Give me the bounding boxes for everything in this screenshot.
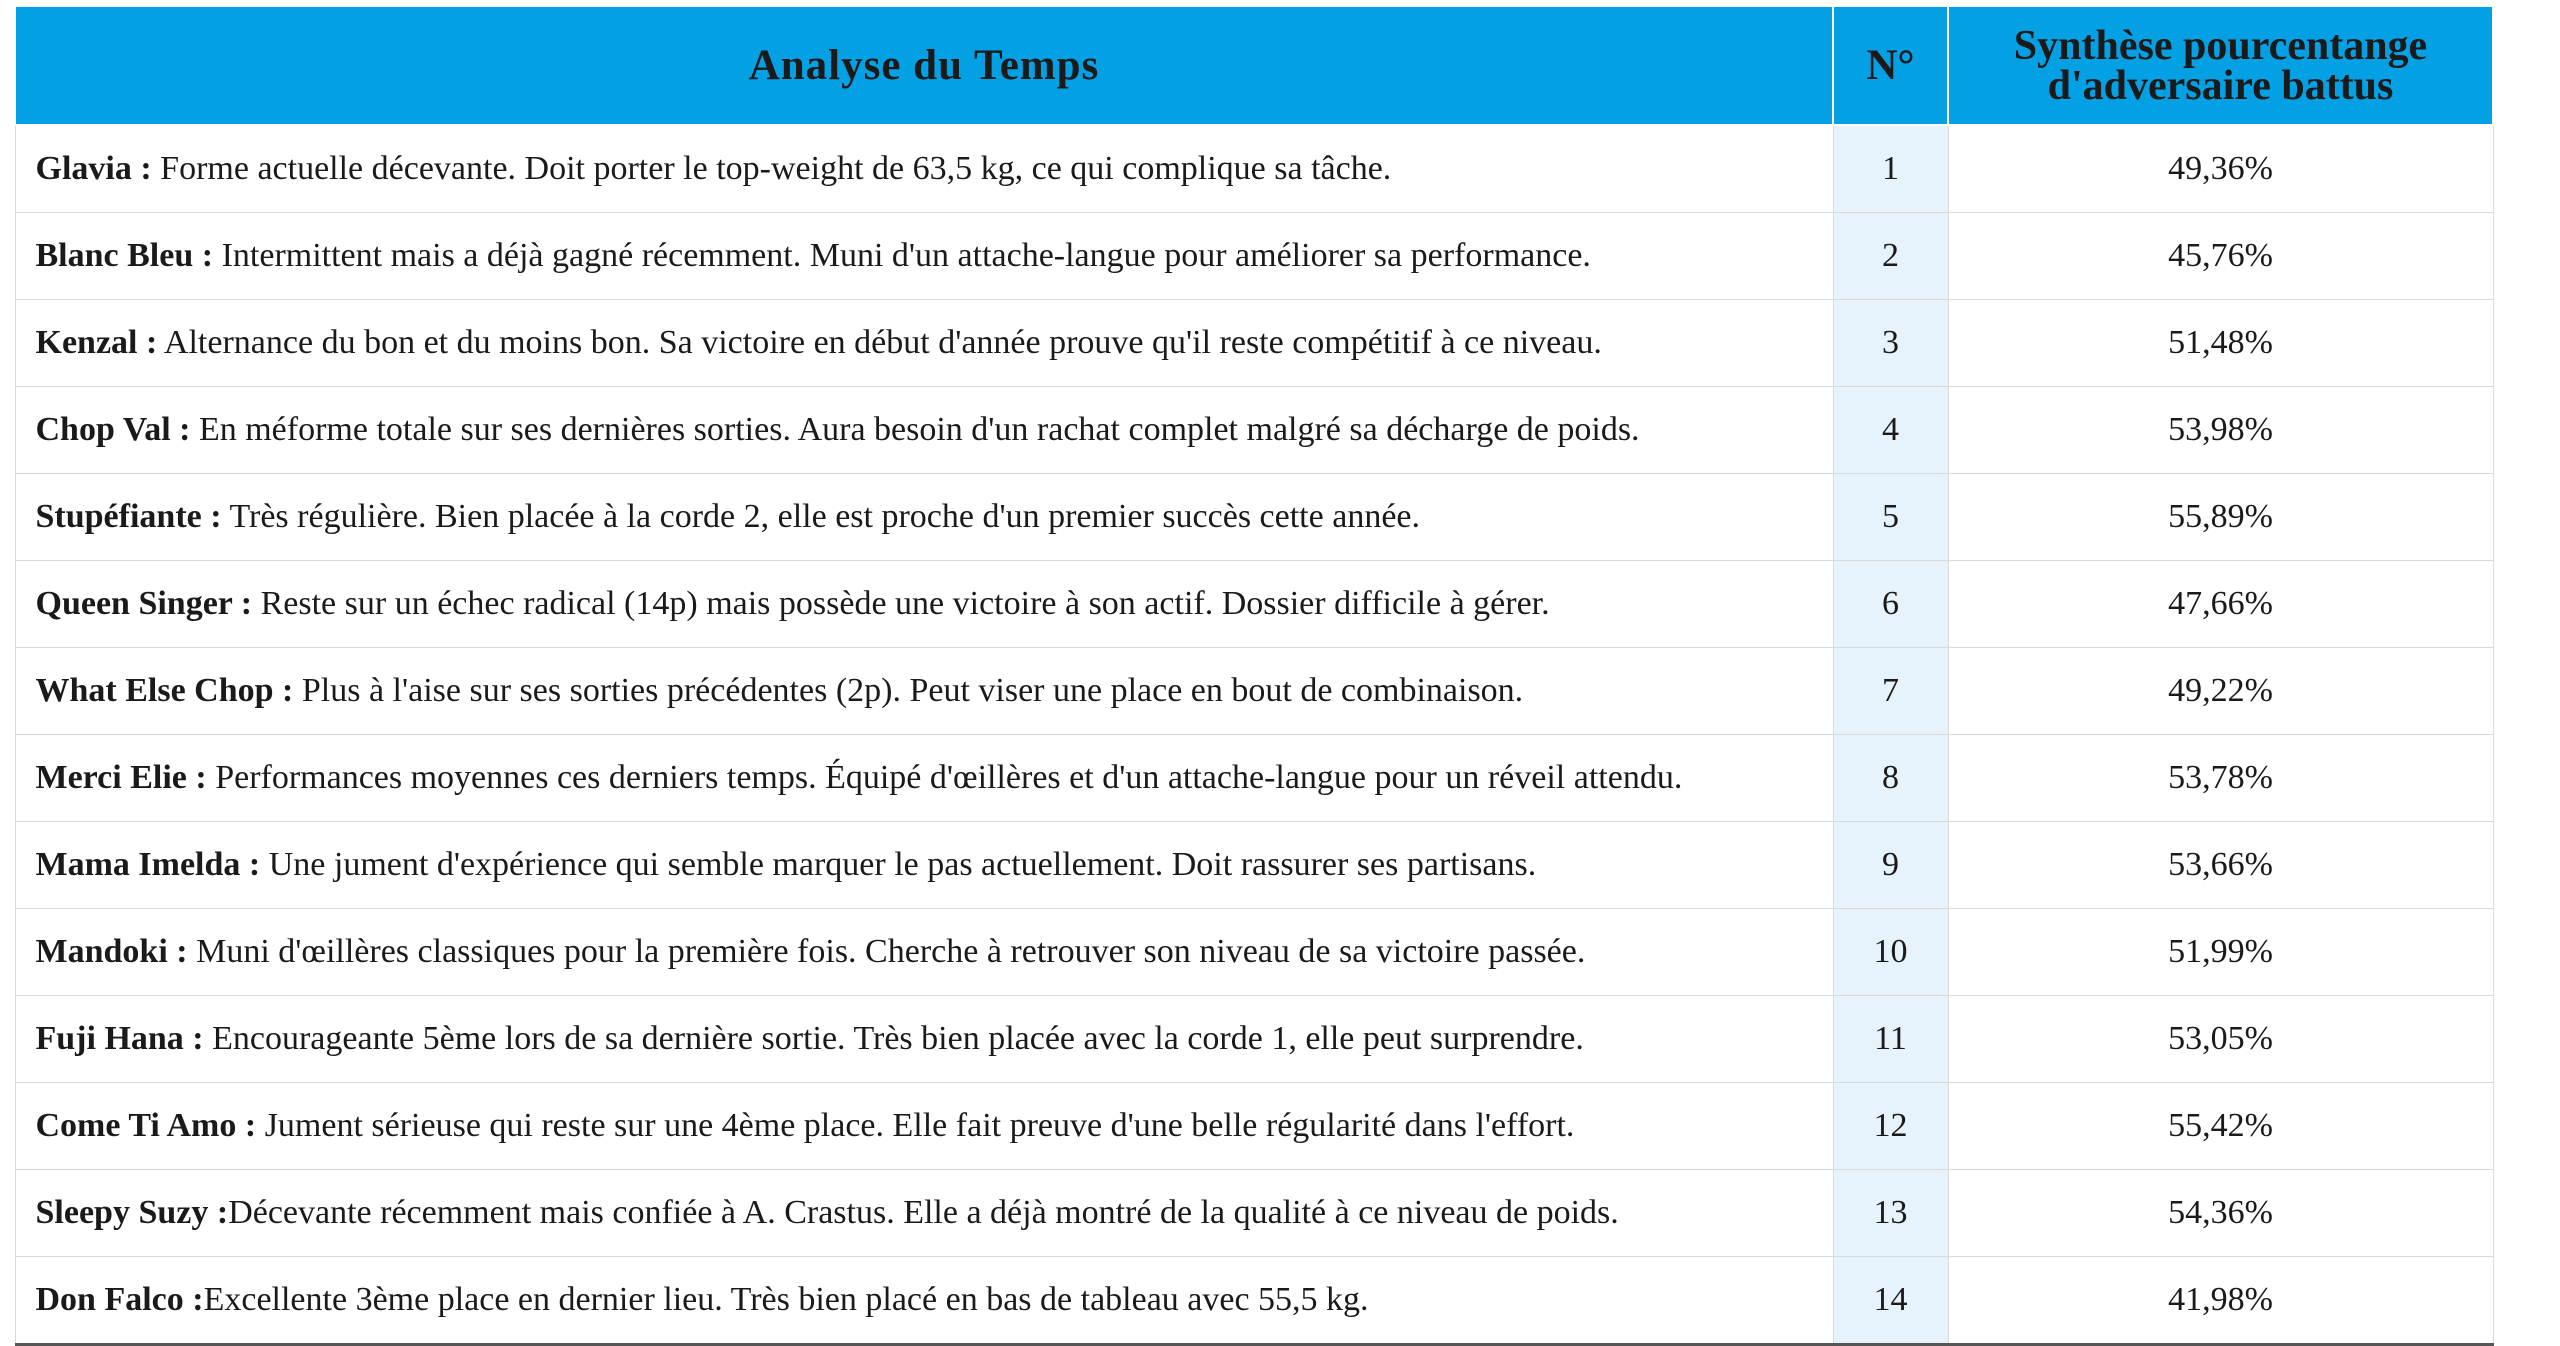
analysis-cell — [15, 474, 1833, 561]
horse-name: Chop Val : — [35, 411, 191, 448]
horse-name: Come Ti Amo : — [35, 1107, 257, 1144]
table-row — [15, 822, 2493, 909]
horse-comment: Reste sur un échec radical (14p) mais possède une victoire à son actif. Dossier difficile à gérer. — [252, 585, 1550, 622]
horse-comment: Encourageante 5ème lors de sa dernière sortie. Très bien placée avec la corde 1, elle peut surprendre. — [203, 1020, 1584, 1057]
horse-comment: Très régulière. Bien placée à la corde 2, elle est proche d'un premier succès cette année. — [221, 498, 1420, 535]
table-body — [15, 125, 2493, 1345]
horse-name: Don Falco : — [35, 1281, 204, 1318]
table-row — [15, 561, 2493, 648]
analysis-cell — [15, 648, 1833, 735]
table-row — [15, 1170, 2493, 1257]
analysis-cell — [15, 561, 1833, 648]
number-cell: 5 — [1833, 474, 1948, 561]
analysis-cell — [15, 387, 1833, 474]
percentage-cell: 49,22% — [1948, 648, 2493, 735]
horse-comment: En méforme totale sur ses dernières sorties. Aura besoin d'un rachat complet malgré sa décharge de poids. — [190, 411, 1640, 448]
horse-comment: Alternance du bon et du moins bon. Sa victoire en début d'année prouve qu'il reste compétitif à ce niveau. — [157, 324, 1602, 361]
analysis-cell — [15, 909, 1833, 996]
horse-name: Kenzal : — [35, 324, 158, 361]
analysis-cell — [15, 996, 1833, 1083]
horse-comment: Forme actuelle décevante. Doit porter le top-weight de 63,5 kg, ce qui complique sa tâche. — [151, 150, 1392, 187]
table-row — [15, 474, 2493, 561]
percentage-cell: 53,05% — [1948, 996, 2493, 1083]
percentage-cell: 54,36% — [1948, 1170, 2493, 1257]
header-summary-line1: Synthèse pourcentange — [2013, 22, 2428, 69]
table-row — [15, 1083, 2493, 1170]
horse-name: Sleepy Suzy : — [35, 1194, 229, 1231]
horse-comment: Excellente 3ème place en dernier lieu. Très bien placé en bas de tableau avec 55,5 kg. — [203, 1281, 1369, 1318]
horse-name: Fuji Hana : — [35, 1020, 204, 1057]
horse-name: Blanc Bleu : — [35, 237, 214, 274]
analysis-cell — [15, 300, 1833, 387]
table-row — [15, 909, 2493, 996]
percentage-cell: 51,48% — [1948, 300, 2493, 387]
analysis-cell — [15, 735, 1833, 822]
analysis-cell — [15, 125, 1833, 213]
number-cell: 3 — [1833, 300, 1948, 387]
horse-name: Glavia : — [35, 150, 152, 187]
horse-name: Queen Singer : — [35, 585, 253, 622]
analysis-table-container — [14, 5, 2492, 1346]
analysis-cell — [15, 1257, 1833, 1345]
percentage-cell: 55,89% — [1948, 474, 2493, 561]
percentage-cell: 53,78% — [1948, 735, 2493, 822]
horse-name: Mandoki : — [35, 933, 188, 970]
number-cell: 11 — [1833, 996, 1948, 1083]
analysis-cell — [15, 822, 1833, 909]
analysis-cell — [15, 1083, 1833, 1170]
table-row — [15, 1257, 2493, 1345]
horse-name: What Else Chop : — [35, 672, 294, 709]
percentage-cell: 53,98% — [1948, 387, 2493, 474]
number-cell: 2 — [1833, 213, 1948, 300]
table-row — [15, 735, 2493, 822]
horse-name: Merci Elie : — [35, 759, 207, 796]
number-cell: 1 — [1833, 125, 1948, 213]
analysis-table — [14, 5, 2494, 1346]
percentage-cell: 41,98% — [1948, 1257, 2493, 1345]
horse-name: Mama Imelda : — [35, 846, 261, 883]
horse-comment: Muni d'œillères classiques pour la première fois. Cherche à retrouver son niveau de sa victoire passée. — [187, 933, 1586, 970]
horse-comment: Décevante récemment mais confiée à A. Crastus. Elle a déjà montré de la qualité à ce niveau de poids. — [228, 1194, 1619, 1231]
table-header — [15, 6, 2493, 125]
table-row — [15, 996, 2493, 1083]
horse-comment: Plus à l'aise sur ses sorties précédentes (2p). Peut viser une place en bout de combinaison. — [293, 672, 1524, 709]
percentage-cell: 53,66% — [1948, 822, 2493, 909]
number-cell: 13 — [1833, 1170, 1948, 1257]
number-cell: 8 — [1833, 735, 1948, 822]
header-number: N° — [1833, 6, 1948, 125]
percentage-cell: 51,99% — [1948, 909, 2493, 996]
number-cell: 7 — [1833, 648, 1948, 735]
header-analysis: Analyse du Temps — [15, 6, 1833, 125]
number-cell: 10 — [1833, 909, 1948, 996]
table-row — [15, 648, 2493, 735]
horse-comment: Intermittent mais a déjà gagné récemment. Muni d'un attache-langue pour améliorer sa performance. — [213, 237, 1591, 274]
percentage-cell: 49,36% — [1948, 125, 2493, 213]
table-row — [15, 300, 2493, 387]
number-cell: 6 — [1833, 561, 1948, 648]
analysis-cell — [15, 1170, 1833, 1257]
header-summary-line2: d'adversaire battus — [2047, 62, 2394, 109]
percentage-cell: 45,76% — [1948, 213, 2493, 300]
horse-name: Stupéfiante : — [35, 498, 222, 535]
horse-comment: Performances moyennes ces derniers temps. Équipé d'œillères et d'un attache-langue pour un réveil attendu. — [206, 759, 1683, 796]
horse-comment: Jument sérieuse qui reste sur une 4ème place. Elle fait preuve d'une belle régularité dans l'effort. — [256, 1107, 1575, 1144]
number-cell: 12 — [1833, 1083, 1948, 1170]
header-row — [15, 6, 2493, 125]
table-row — [15, 387, 2493, 474]
percentage-cell: 55,42% — [1948, 1083, 2493, 1170]
number-cell: 4 — [1833, 387, 1948, 474]
percentage-cell: 47,66% — [1948, 561, 2493, 648]
number-cell: 14 — [1833, 1257, 1948, 1345]
table-row — [15, 213, 2493, 300]
number-cell: 9 — [1833, 822, 1948, 909]
table-row — [15, 125, 2493, 213]
analysis-cell — [15, 213, 1833, 300]
horse-comment: Une jument d'expérience qui semble marquer le pas actuellement. Doit rassurer ses partisans. — [260, 846, 1537, 883]
header-summary — [1948, 6, 2493, 125]
